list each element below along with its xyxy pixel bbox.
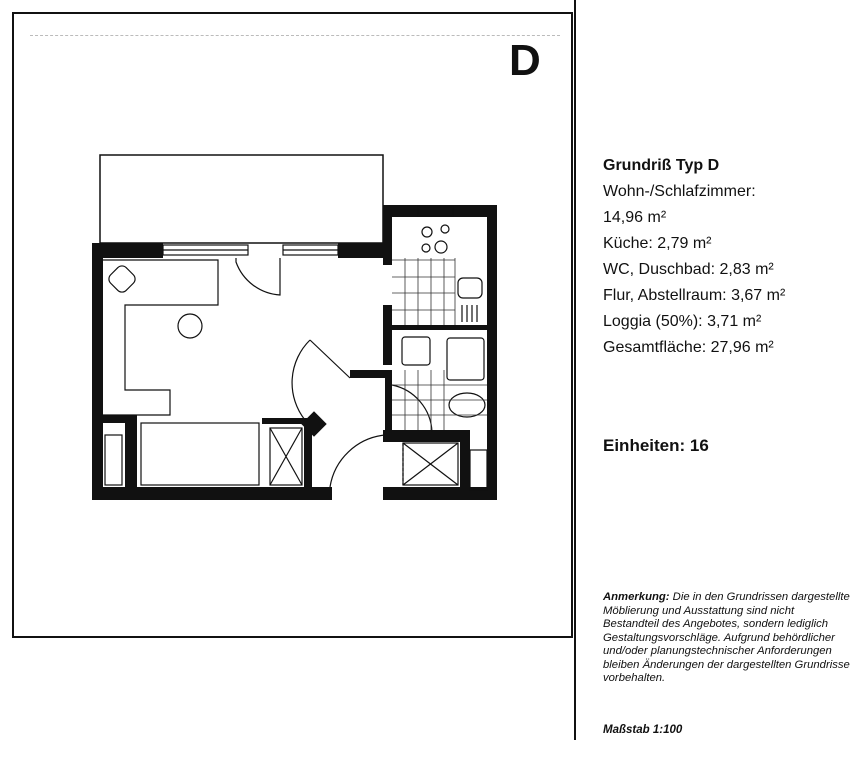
- plan-title: Grundriß Typ D: [603, 157, 720, 174]
- room-label: Flur, Abstellraum:: [603, 287, 727, 304]
- note-text: Die in den Grundrissen dargestellte Möblierung und Ausstattung sind nicht Bestandteil des Angebotes, sondern lediglich Gestaltungsvorschläge. Aufgrund behördlicher und/oder planungstechnischer Anforderungen bleiben Änderungen der dargestellten Grundrisse vorbehalten.: [603, 591, 850, 684]
- room-value: 3,71 m²: [707, 313, 762, 330]
- room-label: Wohn-/Schlafzimmer:: [603, 183, 756, 200]
- room-value: 27,96 m²: [710, 339, 774, 356]
- disclaimer-note: [603, 591, 852, 686]
- room-label: WC, Duschbad:: [603, 261, 716, 278]
- room-value: 2,79 m²: [657, 235, 712, 252]
- room-line: [603, 231, 785, 257]
- room-value: 2,83 m²: [719, 261, 774, 278]
- tile-grid: [392, 258, 487, 430]
- room-line: [603, 283, 785, 309]
- unit-count: Einheiten: 16: [603, 436, 709, 455]
- scale-label: Maßstab 1:100: [603, 724, 683, 736]
- room-value: 3,67 m²: [731, 287, 786, 304]
- room-line: [603, 309, 785, 335]
- walls: [92, 205, 497, 500]
- loggia-outline: [100, 155, 383, 243]
- note-label: Anmerkung:: [603, 591, 670, 603]
- room-line: [603, 257, 785, 283]
- room-label: Gesamtfläche:: [603, 339, 707, 356]
- room-label: Loggia (50%):: [603, 313, 703, 330]
- room-value: 14,96 m²: [603, 209, 667, 226]
- plan-type-letter: D: [509, 36, 541, 85]
- area-info: [603, 153, 785, 361]
- room-label: Küche:: [603, 235, 653, 252]
- room-line: [603, 335, 785, 361]
